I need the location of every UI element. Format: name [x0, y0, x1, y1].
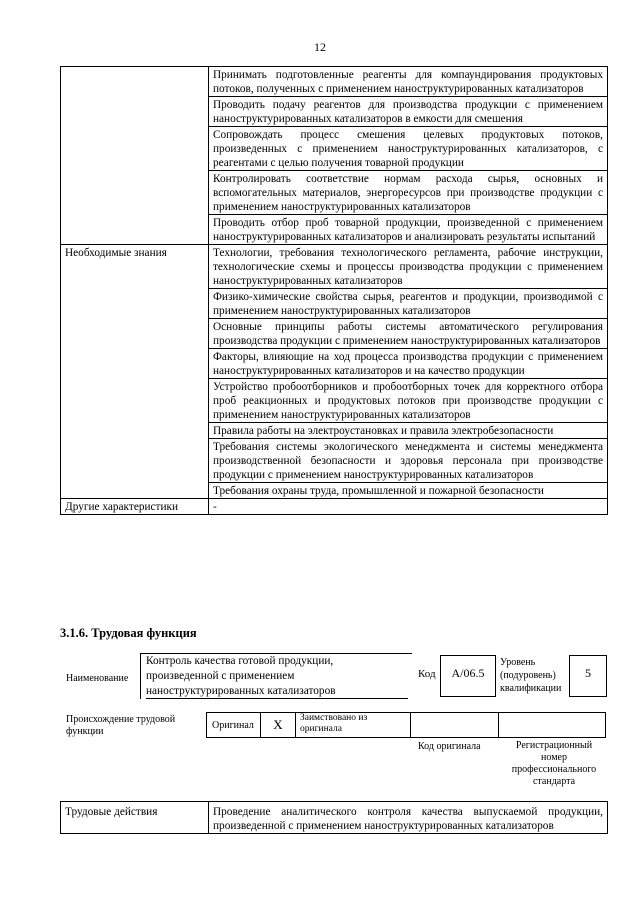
- action-text: Проведение аналитического контроля качества выпускаемой продукции, произведенной с применением наноструктурированных катализаторов: [209, 802, 608, 834]
- origin-divider-3: [410, 712, 411, 738]
- row-label-actions: Трудовые действия: [61, 802, 209, 834]
- table-row: [61, 499, 608, 515]
- knowledge-text: Правила работы на электроустановках и правила электробезопасности: [209, 423, 608, 439]
- page-number: 12: [314, 40, 326, 54]
- code-original-label: Код оригинала: [418, 741, 481, 752]
- origin-divider-2: [295, 712, 296, 738]
- skill-text: Проводить подачу реагентов для производства продукции с применением наноструктурированных катализаторов в емкости для смешения: [209, 97, 608, 127]
- row-label-knowledge: Необходимые знания: [61, 245, 209, 499]
- skill-text: Принимать подготовленные реагенты для компаундирования продуктовых потоков, полученных с применением наноструктурированных катализаторов: [209, 67, 608, 97]
- original-mark: X: [273, 717, 283, 732]
- table-row: [61, 802, 608, 834]
- origin-label: Происхождение трудовой функции: [66, 714, 176, 737]
- knowledge-text: Требования охраны труда, промышленной и пожарной безопасности: [209, 483, 608, 499]
- skill-text: Проводить отбор проб товарной продукции, произведенной с применением наноструктурированных катализаторов и анализировать результаты испытаний: [209, 215, 608, 245]
- level-label: Уровень (подуровень) квалификации: [500, 657, 562, 694]
- level-value: 5: [585, 666, 591, 680]
- skill-text: Контролировать соответствие нормам расхода сырья, основных и вспомогательных материалов, энергоресурсов при производстве продукции с применением наноструктурированных катализаторов: [209, 171, 608, 215]
- other-text: -: [209, 499, 608, 515]
- original-label: Оригинал: [212, 720, 254, 731]
- competency-table: [60, 66, 608, 515]
- actions-table: [60, 801, 608, 834]
- function-name: Контроль качества готовой продукции, произведенной с применением наноструктурированных катализаторов: [146, 655, 336, 697]
- knowledge-text: Факторы, влияющие на ход процесса производства продукции с применением наноструктурированных катализаторов и на качество продукции: [209, 349, 608, 379]
- knowledge-text: Технологии, требования технологического регламента, рабочие инструкции, технологические схемы и процессы производства продукции с применением наноструктурированных катализаторов: [209, 245, 608, 289]
- reg-number-label: Регистрационный номер профессионального стандарта: [511, 740, 597, 787]
- name-label: Наименование: [66, 673, 129, 684]
- borrowed-label: Заимствовано из оригинала: [300, 713, 368, 734]
- table-row: [61, 245, 608, 289]
- code-label: Код: [418, 668, 436, 680]
- row-label-empty: [61, 67, 209, 245]
- knowledge-text: Устройство пробоотборников и пробоотборных точек для корректного отбора проб реакционных и продуктовых потоков при производстве продукции с применением наноструктурированных катализаторов: [209, 379, 608, 423]
- knowledge-text: Требования системы экологического менеджмента и системы менеджмента производственной безопасности и здоровья персонала при производстве продукции с применением наноструктурированных катализаторов: [209, 439, 608, 483]
- code-value: А/06.5: [451, 666, 485, 680]
- section-heading: 3.1.6. Трудовая функция: [60, 626, 197, 640]
- knowledge-text: Основные принципы работы системы автоматического регулирования производства продукции с применением наноструктурированных катализаторов: [209, 319, 608, 349]
- name-topline: [140, 653, 412, 654]
- table-row: [61, 67, 608, 97]
- name-underline: [146, 698, 408, 699]
- skill-text: Сопровождать процесс смешения целевых продуктовых потоков, произведенных с применением наноструктурированных катализаторов, с реагентами с целью получения товарной продукции: [209, 127, 608, 171]
- row-label-other: Другие характеристики: [61, 499, 209, 515]
- knowledge-text: Физико-химические свойства сырья, реагентов и продукции, производимой с применением наноструктурированных катализаторов: [209, 289, 608, 319]
- origin-divider-4: [498, 712, 499, 738]
- origin-divider-1: [260, 712, 261, 738]
